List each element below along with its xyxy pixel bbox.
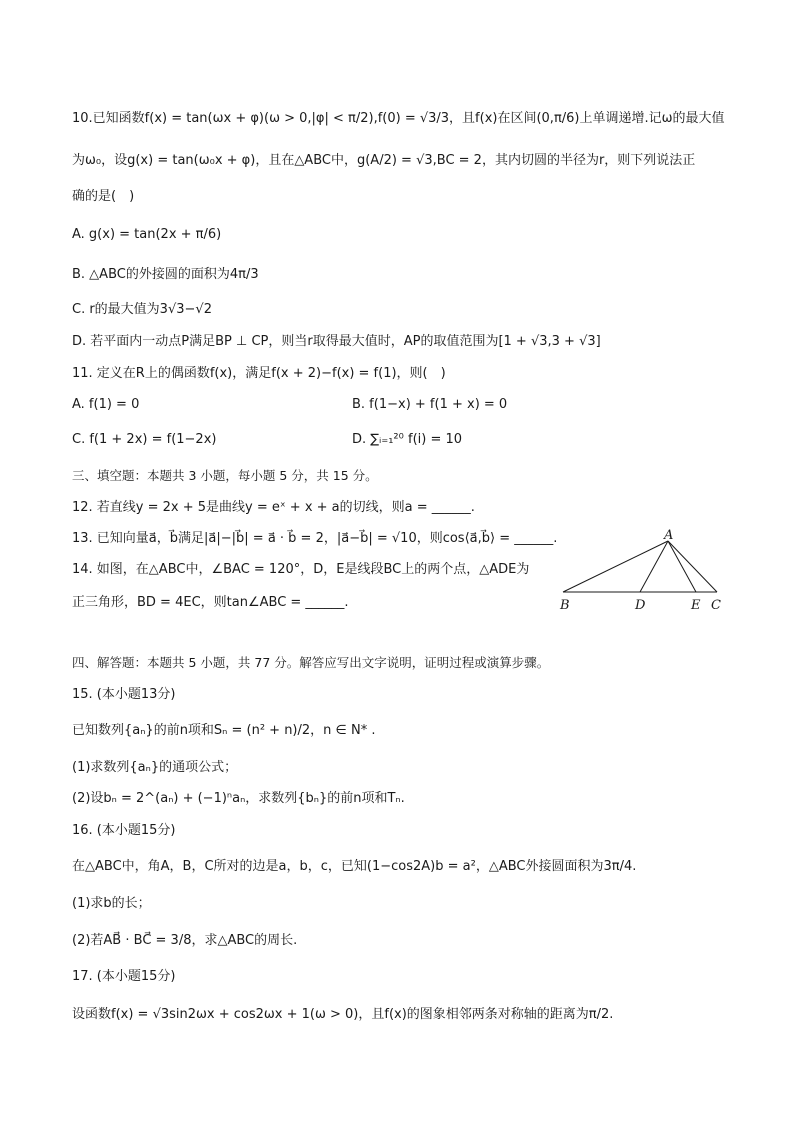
q10-option-a: A. g(x) = tan(2x + π/6) bbox=[72, 227, 222, 242]
segment-ad bbox=[640, 541, 668, 592]
section-3-heading: 三、填空题：本题共 3 小题，每小题 5 分，共 15 分。 bbox=[72, 468, 378, 483]
q10-option-b: B. △ABC的外接圆的面积为4π/3 bbox=[72, 267, 259, 282]
q10-option-c: C. r的最大值为3√3−√2 bbox=[72, 302, 212, 317]
label-c: C bbox=[711, 598, 721, 613]
q10-line-1: 10.已知函数f(x) = tan(ωx + φ)(ω > 0,|φ| < π/2),f(0) = √3/3，且f(x)在区间(0,π/6)上单调递增.记ω的最大值 bbox=[72, 111, 725, 126]
q11-option-b: B. f(1−x) + f(1 + x) = 0 bbox=[352, 397, 508, 412]
q10-option-d: D. 若平面内一动点P满足BP ⊥ CP，则当r取得最大值时，AP的取值范围为[1 + √3,3 + √3] bbox=[72, 334, 601, 349]
q10-line-2: 为ω₀，设g(x) = tan(ω₀x + φ)，且在△ABC中，g(A/2) = √3,BC = 2，其内切圆的半径为r，则下列说法正 bbox=[72, 153, 696, 168]
q10-line-3: 确的是( ) bbox=[72, 189, 135, 204]
q11-option-c: C. f(1 + 2x) = f(1−2x) bbox=[72, 432, 217, 447]
q15-part-1: (1)求数列{aₙ}的通项公式； bbox=[72, 760, 238, 775]
q17-head: 17. (本小题15分) bbox=[72, 969, 176, 984]
q11-option-d: D. ∑ᵢ₌₁²⁰ f(i) = 10 bbox=[352, 432, 463, 447]
q14-line-2: 正三角形，BD = 4EC，则tan∠ABC = ______. bbox=[72, 595, 349, 610]
q11-stem: 11. 定义在R上的偶函数f(x)，满足f(x + 2)−f(x) = f(1)，则( ) bbox=[72, 366, 446, 381]
q17-stem: 设函数f(x) = √3sin2ωx + cos2ωx + 1(ω > 0)，且f(x)的图象相邻两条对称轴的距离为π/2. bbox=[72, 1007, 614, 1022]
q11-option-a: A. f(1) = 0 bbox=[72, 397, 140, 412]
q16-part-1: (1)求b的长； bbox=[72, 896, 151, 911]
segment-ac bbox=[668, 541, 717, 592]
segment-ab bbox=[563, 541, 668, 592]
label-b: B bbox=[560, 598, 570, 613]
q13: 13. 已知向量a⃗，b⃗满足|a⃗|−|b⃗| = a⃗ · b⃗ = 2，|a⃗−b⃗| = √10，则cos⟨a⃗,b⃗⟩ = ______. bbox=[72, 531, 558, 546]
triangle-figure bbox=[556, 528, 726, 614]
q16-part-2: (2)若AB⃗ · BC⃗ = 3/8，求△ABC的周长. bbox=[72, 933, 298, 948]
label-a: A bbox=[664, 528, 674, 543]
q16-stem: 在△ABC中，角A，B，C所对的边是a，b，c，已知(1−cos2A)b = a²，△ABC外接圆面积为3π/4. bbox=[72, 859, 637, 874]
q16-head: 16. (本小题15分) bbox=[72, 823, 176, 838]
segment-ae bbox=[668, 541, 696, 592]
q12: 12. 若直线y = 2x + 5是曲线y = eˣ + x + a的切线，则a = ______. bbox=[72, 500, 475, 515]
q15-head: 15. (本小题13分) bbox=[72, 687, 176, 702]
label-d: D bbox=[635, 598, 646, 613]
label-e: E bbox=[691, 598, 701, 613]
section-4-heading: 四、解答题：本题共 5 小题，共 77 分。解答应写出文字说明，证明过程或演算步骤。 bbox=[72, 655, 550, 670]
triangle-diagram bbox=[556, 528, 726, 614]
q15-part-2: (2)设bₙ = 2^(aₙ) + (−1)ⁿaₙ，求数列{bₙ}的前n项和Tₙ. bbox=[72, 791, 405, 806]
q14-line-1: 14. 如图，在△ABC中，∠BAC = 120°，D，E是线段BC上的两个点，△ADE为 bbox=[72, 562, 530, 577]
q15-stem: 已知数列{aₙ}的前n项和Sₙ = (n² + n)/2，n ∈ N* . bbox=[72, 723, 376, 738]
